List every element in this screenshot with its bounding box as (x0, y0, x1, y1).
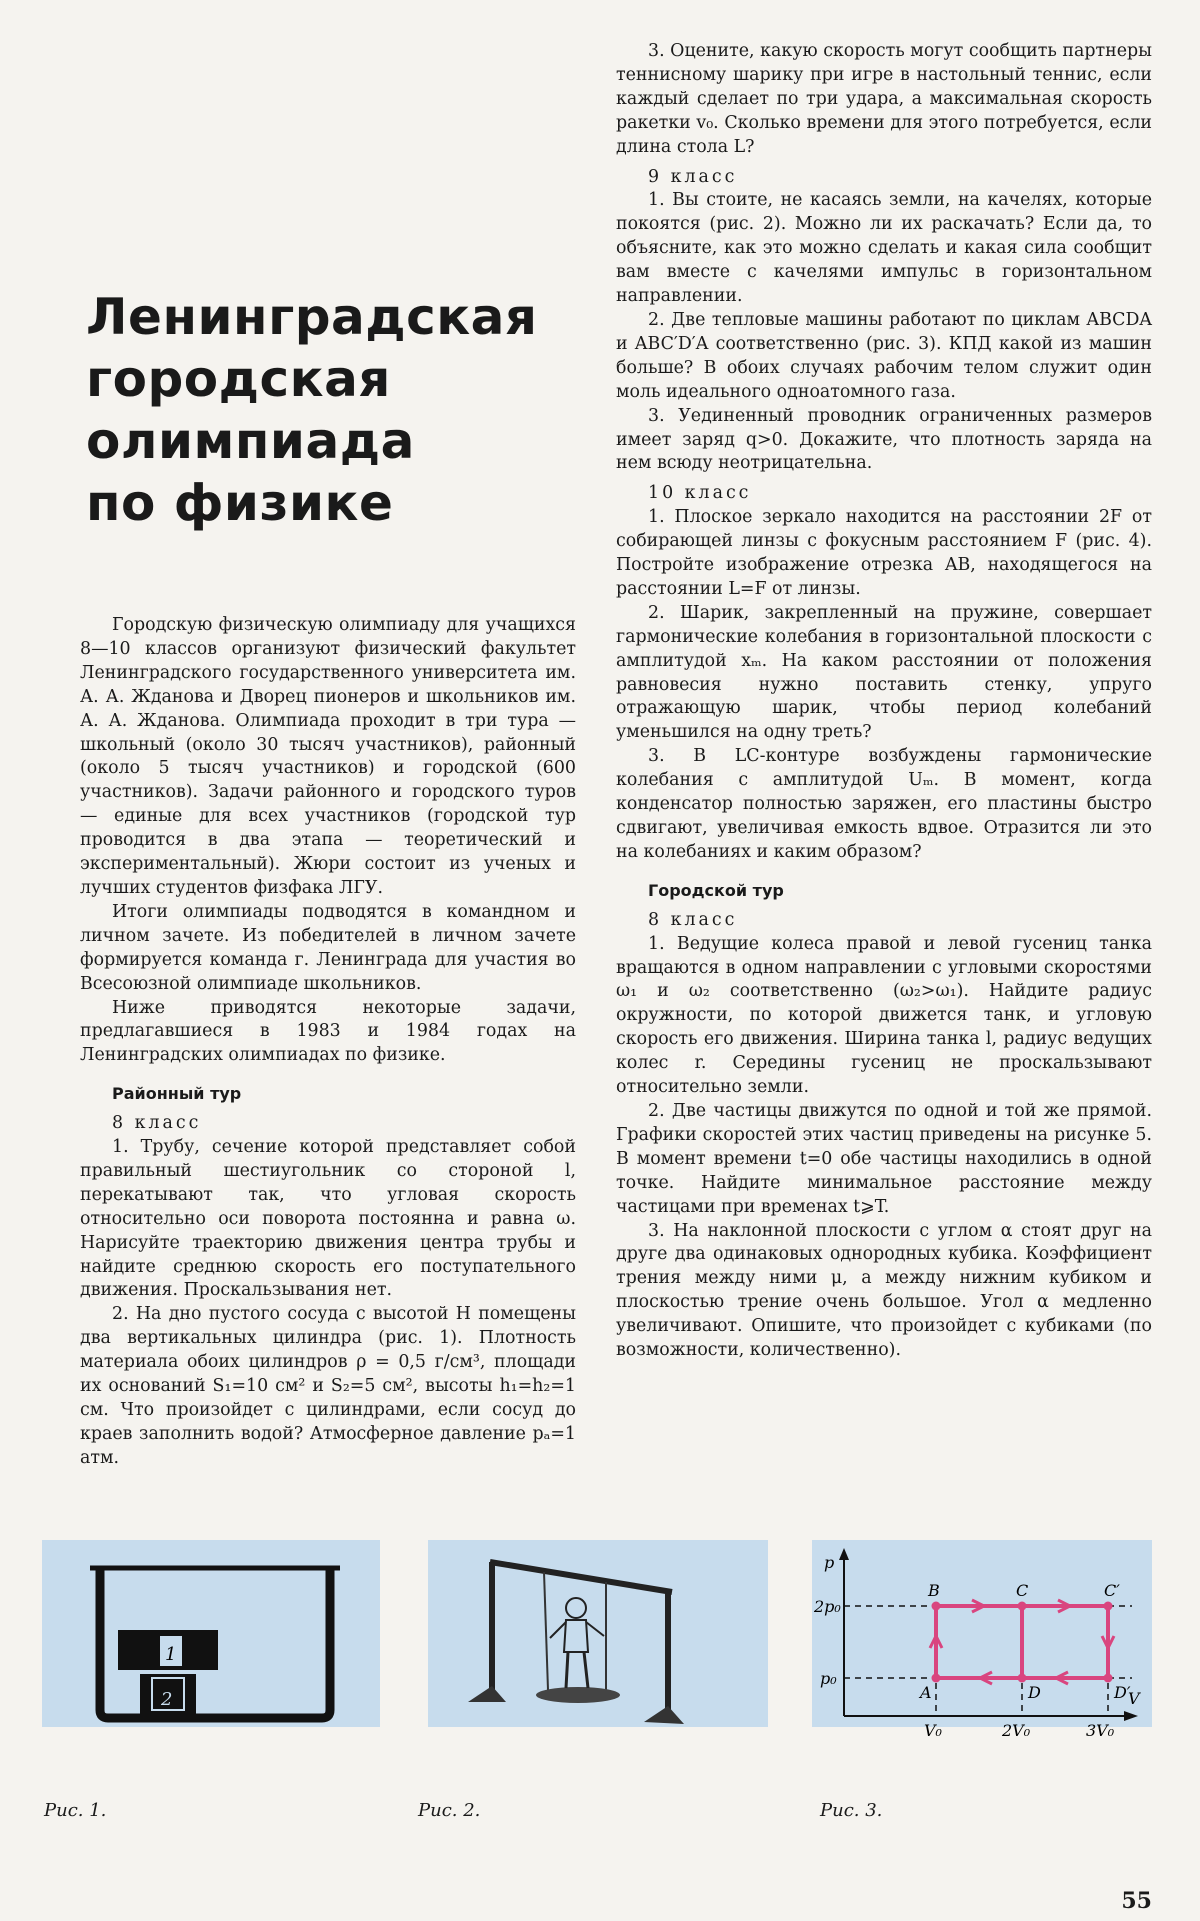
grade-heading: 8 класс (648, 909, 738, 930)
tick-v0: V₀ (924, 1721, 942, 1740)
label-a: A (920, 1683, 932, 1702)
label-b: B (928, 1581, 940, 1600)
point-b (932, 1602, 941, 1611)
vessel-illustration (42, 1540, 380, 1727)
point-a (932, 1674, 941, 1683)
fig1-label-1: 1 (165, 1644, 177, 1665)
intro-paragraph: Городскую физическую олимпиаду для учащихся 8—10 классов организуют физический факультет Ленинградского государственного университета им. А. А. Жданова и Дворец пионеров и школьников им. А. А. Жданова. Олимпиада проходит в три тура — школьный (около 30 тысяч участников), районный (около 5 тысяч участников) и городской (600 участников). Задачи районного и городского туров — единые для всех участников (городской тур проводится в два этапа — теоретический и экспериментальный). Жюри состоит из ученых и лучших студентов физфака ЛГУ. (80, 615, 576, 898)
title-line: Ленинградская (86, 288, 538, 346)
left-column (80, 614, 576, 1471)
figure-2 (428, 1540, 768, 1727)
axis-p-label: p (824, 1553, 835, 1572)
tick-2v0: 2V₀ (1002, 1721, 1031, 1740)
tick-p0: p₀ (820, 1669, 837, 1688)
problem: 1. Вы стоите, не касаясь земли, на качелях, которые покоятся (рис. 2). Можно ли их раскачать? Если да, то объясните, как это можно сделать и какая сила сообщит вам вместе с качелями импульс в горизонтальном направлении. (616, 190, 1152, 307)
tick-3v0: 3V₀ (1086, 1721, 1115, 1740)
problem: 2. На дно пустого сосуда с высотой H помещены два вертикальных цилиндра (рис. 1). Плотность материала обоих цилиндров ρ = 0,5 г/см³, площади их оснований S₁=10 см² и S₂=5 см², высоты h₁=h₂=1 см. Что произойдет с цилиндрами, если сосуд до краев заполнить водой? Атмосферное давление pₐ=1 атм. (80, 1304, 576, 1468)
pv-diagram (812, 1540, 1152, 1740)
intro-paragraph: Ниже приводятся некоторые задачи, предлагавшиеся в 1983 и 1984 годах на Ленинградских олимпиадах по физике. (80, 997, 576, 1066)
point-d-prime (1104, 1674, 1113, 1683)
person-head (566, 1598, 586, 1618)
problem: 3. Уединенный проводник ограниченных размеров имеет заряд q>0. Докажите, что плотность заряда на нем всюду неотрицательна. (616, 405, 1152, 474)
problem: 2. Шарик, закрепленный на пружине, совершает гармонические колебания в горизонтальной плоскости с амплитудой xₘ. На каком расстоянии от положения равновесия нужно поставить стенку, упруго отражающую шарик, чтобы период колебаний уменьшился на одну треть? (616, 602, 1152, 743)
problem: 1. Плоское зеркало находится на расстоянии 2F от собирающей линзы с фокусным расстоянием F (рис. 4). Постройте изображение отрезка AB, находящегося на расстоянии L=F от линзы. (616, 507, 1152, 599)
problem: 1. Трубу, сечение которой представляет собой правильный шестиугольник со стороной l, перекатывают так, что угловая скорость относительно оси поворота постоянна и равна ω. Нарисуйте траекторию движения центра трубы и найдите среднюю скорость его поступательного движения. Проскальзывания нет. (80, 1137, 576, 1301)
intro-paragraph: Итоги олимпиады подводятся в командном и личном зачете. Из победителей в личном зачете формируется команда г. Ленинграда для участия во Всесоюзной олимпиаде школьников. (80, 901, 576, 994)
problem: 3. На наклонной плоскости с углом α стоят друг на друге два одинаковых однородных кубика. Коэффициент трения между ними μ, а между нижним кубиком и плоскостью трение очень большое. Угол α медленно увеличивают. Опишите, что произойдет с кубиками (по возможности, количественно). (616, 1220, 1152, 1361)
grade-heading: 8 класс (112, 1113, 202, 1134)
section-heading-city: Городской тур (648, 880, 784, 900)
problem: 2. Две частицы движутся по одной и той же прямой. Графики скоростей этих частиц приведены на рисунке 5. В момент времени t=0 обе частицы находились в одной точке. Найдите минимальное расстояние между частицами при временах t⩾T. (616, 1100, 1152, 1217)
figure-1-caption: Рис. 1. (44, 1800, 107, 1821)
article-title (86, 286, 546, 534)
title-line: по физике (86, 474, 394, 532)
fig1-label-2: 2 (161, 1689, 173, 1710)
tick-2p0: 2p₀ (814, 1597, 841, 1616)
swing-illustration (428, 1540, 768, 1727)
right-column (616, 40, 1152, 1363)
grade-heading: 10 класс (648, 483, 752, 504)
problem: 3. В LC-контуре возбуждены гармонические колебания с амплитудой Uₘ. В момент, когда конденсатор полностью заряжен, его пластины быстро сдвигают, увеличивая емкость вдвое. Отразится ли это на колебаниях и каким образом? (616, 746, 1152, 862)
figure-3-caption: Рис. 3. (820, 1800, 883, 1821)
label-c: C (1016, 1581, 1029, 1600)
figure-2-caption: Рис. 2. (418, 1800, 481, 1821)
problem: 3. Оцените, какую скорость могут сообщить партнеры теннисному шарику при игре в настольный теннис, если каждый сделает по три удара, а максимальная скорость ракетки v₀. Сколько времени для этого потребуется, если длина стола L? (616, 41, 1152, 157)
label-c-prime: C′ (1104, 1581, 1120, 1600)
section-heading-district: Районный тур (112, 1084, 242, 1104)
figure-3 (812, 1540, 1152, 1740)
axis-v-label: V (1128, 1689, 1140, 1708)
grade-heading: 9 класс (648, 166, 738, 187)
figure-1 (42, 1540, 380, 1727)
point-c-prime (1104, 1602, 1113, 1611)
point-d (1018, 1674, 1027, 1683)
page-number: 55 (1121, 1888, 1152, 1914)
point-c (1018, 1602, 1027, 1611)
problem: 1. Ведущие колеса правой и левой гусениц танка вращаются в одном направлении с угловыми скоростями ω₁ и ω₂ соответственно (ω₂>ω₁). Найдите радиус окружности, по которой движется танк, и угловую скорость его движения. Ширина танка l, радиус ведущих колес r. Середины гусениц не проскальзывают относительно земли. (616, 933, 1152, 1098)
title-line: олимпиада (86, 412, 415, 470)
label-d-prime: D′ (1114, 1683, 1131, 1702)
problem: 2. Две тепловые машины работают по циклам ABCDA и ABC′D′A соответственно (рис. 3). КПД какой из машин больше? В обоих случаях рабочим телом служит один моль идеального одноатомного газа. (616, 309, 1152, 402)
title-line: городская (86, 350, 391, 408)
label-d: D (1028, 1683, 1041, 1702)
